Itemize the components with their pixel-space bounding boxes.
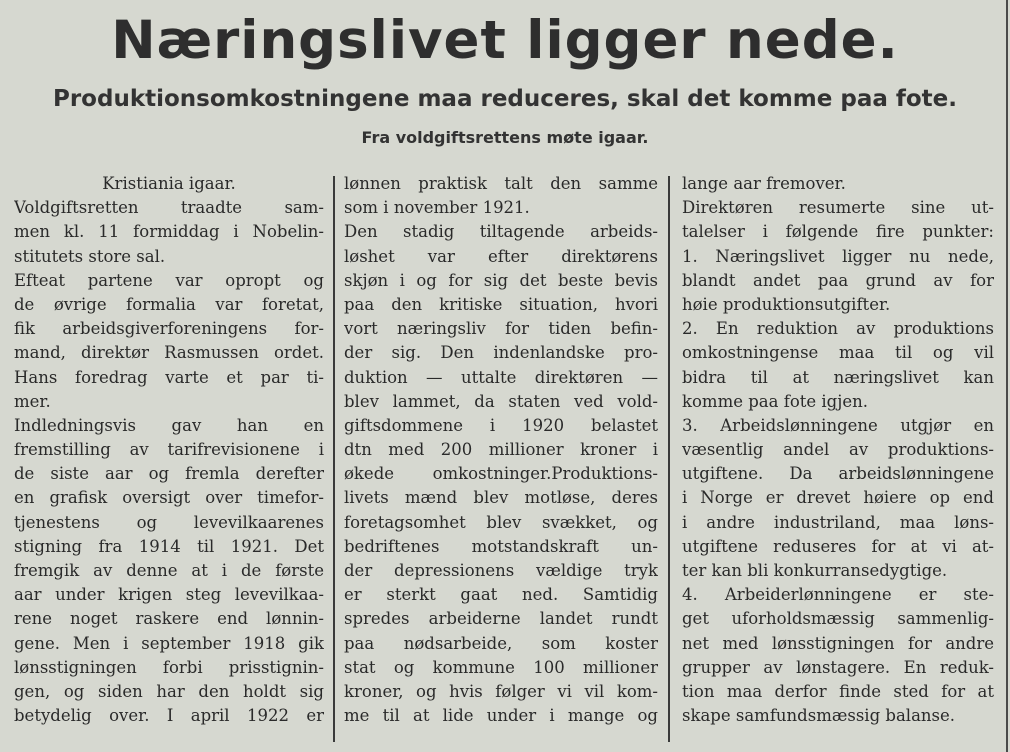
text-line: betydelig over. I april 1922 er: [14, 706, 324, 726]
text-line: er sterkt gaat ned. Samtidig: [344, 585, 658, 605]
text-line: Indledningsvis gav han en: [14, 415, 324, 435]
text-line: komme paa fote igjen.: [682, 391, 868, 411]
text-line: men kl. 11 formiddag i Nobelin-: [14, 222, 324, 242]
text-line: spredes arbeiderne landet rundt: [344, 609, 658, 629]
text-line: get uforholdsmæssig sammenlig-: [682, 609, 994, 629]
text-line: talelser i følgende fire punkter:: [682, 222, 994, 242]
text-line: fremstilling av tarifrevisionene i: [14, 440, 324, 460]
text-line: me til at lide under i mange og: [344, 706, 658, 726]
headline: Næringslivet ligger nede.: [111, 10, 899, 71]
text-line: duktion — uttalte direktøren —: [344, 367, 658, 387]
text-line: foretagsomhet blev svækket, og: [344, 512, 658, 532]
text-line: som i november 1921.: [344, 198, 530, 218]
text-line: tion maa derfor finde sted for at: [682, 681, 994, 701]
text-line: de siste aar og fremla derefter: [14, 464, 324, 484]
text-line: Efteat partene var opropt og: [14, 270, 324, 290]
text-line: aar under krigen steg levevilkaa-: [14, 585, 324, 605]
deck: Fra voldgiftsrettens møte igaar.: [361, 128, 649, 147]
text-line: Kristiania igaar.: [102, 174, 236, 193]
text-line: 4. Arbeiderlønningene er ste-: [682, 585, 994, 605]
article-column-3: [682, 172, 994, 728]
text-line: gene. Men i september 1918 gik: [14, 633, 324, 653]
text-line: 3. Arbeidslønningene utgjør en: [682, 415, 994, 435]
text-line: utgiftene reduseres for at vi at-: [682, 536, 994, 556]
text-line: økede omkostninger.Produktions-: [344, 464, 658, 484]
text-line: tjenestens og levevilkaarenes: [14, 512, 324, 532]
text-line: gen, og siden har den holdt sig: [14, 681, 324, 701]
text-line: 2. En reduktion av produktions: [682, 319, 994, 339]
text-line: vort næringsliv for tiden befin-: [344, 319, 658, 339]
article-column-2: [344, 172, 658, 728]
text-line: bidra til at næringslivet kan: [682, 367, 994, 387]
text-line: i Norge er drevet høiere op end: [682, 488, 994, 508]
text-line: lange aar fremover.: [682, 174, 846, 193]
text-line: grupper av lønstagere. En reduk-: [682, 657, 994, 677]
text-line: kroner, og hvis følger vi vil kom-: [344, 681, 658, 701]
text-line: stitutets store sal.: [14, 246, 166, 266]
text-line: stigning fra 1914 til 1921. Det: [14, 536, 324, 556]
page-edge: [1006, 0, 1008, 752]
column-rule: [333, 176, 335, 742]
text-line: væsentlig andel av produktions-: [682, 440, 994, 460]
text-line: livets mænd blev motløse, deres: [344, 488, 658, 508]
text-line: løshet var efter direktørens: [344, 246, 658, 266]
text-line: giftsdommene i 1920 belastet: [344, 415, 658, 435]
text-line: paa nødsarbeide, som koster: [344, 633, 658, 653]
text-line: lønnen praktisk talt den samme: [344, 174, 658, 193]
text-line: bedriftenes motstandskraft un-: [344, 536, 658, 556]
text-line: Voldgiftsretten traadte sam-: [14, 198, 324, 218]
text-line: net med lønsstigningen for andre: [682, 633, 994, 653]
text-line: Den stadig tiltagende arbeids-: [344, 222, 658, 242]
text-line: en grafisk oversigt over timefor-: [14, 488, 324, 508]
text-line: dtn med 200 millioner kroner i: [344, 440, 658, 460]
text-line: blev lammet, da staten ved vold-: [344, 391, 658, 411]
column-rule: [668, 176, 670, 742]
text-line: ter kan bli konkurransedygtige.: [682, 561, 948, 580]
text-line: Direktøren resumerte sine ut-: [682, 198, 994, 218]
text-line: omkostningense maa til og vil: [682, 343, 994, 363]
text-line: der sig. Den indenlandske pro-: [344, 343, 658, 363]
text-line: lønsstigningen forbi prisstignin-: [14, 657, 324, 677]
text-line: paa den kritiske situation, hvori: [344, 294, 658, 314]
text-line: mand, direktør Rasmussen ordet.: [14, 343, 324, 363]
text-line: fremgik av denne at i de første: [14, 561, 324, 580]
text-line: 1. Næringslivet ligger nu nede,: [682, 246, 994, 266]
text-line: skjøn i og for sig det beste bevis: [344, 270, 658, 290]
text-line: utgiftene. Da arbeidslønningene: [682, 464, 994, 484]
text-line: blandt andet paa grund av for: [682, 270, 994, 290]
text-line: mer.: [14, 391, 51, 411]
text-line: stat og kommune 100 millioner: [344, 657, 658, 677]
text-line: fik arbeidsgiverforeningens for-: [14, 319, 324, 339]
article-column-1: [14, 172, 324, 728]
text-line: de øvrige formalia var foretat,: [14, 294, 324, 314]
subheadline: Produktionsomkostningene maa reduceres, skal det komme paa fote.: [52, 86, 958, 112]
text-line: rene noget raskere end lønnin-: [14, 609, 324, 629]
text-line: skape samfundsmæssig balanse.: [682, 706, 956, 726]
text-line: høie produktionsutgifter.: [682, 294, 891, 314]
text-line: Hans foredrag varte et par ti-: [14, 367, 324, 387]
text-line: der depressionens vældige tryk: [344, 561, 658, 580]
text-line: i andre industriland, maa løns-: [682, 512, 994, 532]
